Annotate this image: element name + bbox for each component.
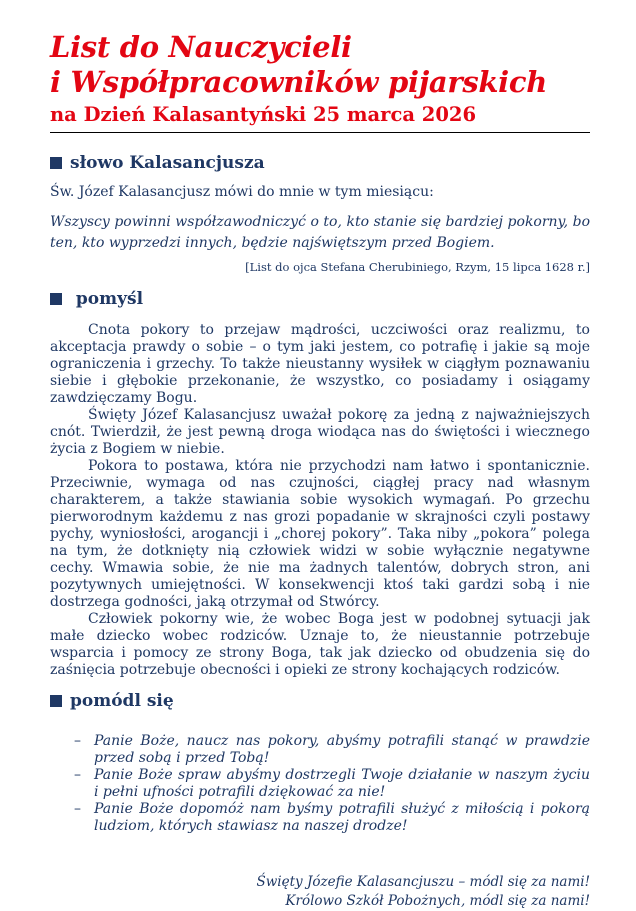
section-marker-icon <box>50 157 62 169</box>
reflection-paragraph: Człowiek pokorny wie, że wobec Boga jest w podobnej sytuacji jak małe dziecko wobec rodziców. Uznaje to, że nieustannie potrzebuje wsparcia i pomocy ze strony Boga, tak jak dziecko od obudzenia się do zaśnięcia potrzebuje obecności i opieki ze strony kochających rodziców. <box>50 610 590 678</box>
section-marker-icon <box>50 695 62 707</box>
section-heading-pray-label: pomódl się <box>70 690 174 711</box>
prayer-text: Panie Boże dopomóż nam byśmy potrafili służyć z miłością i pokorą ludziom, których stawiasz na naszej drodze! <box>94 801 590 835</box>
section-think <box>50 289 590 679</box>
section-heading-think <box>50 289 590 309</box>
section-word-of-calasanz <box>50 153 590 274</box>
title-line-1: List do Nauczycieli <box>50 30 352 64</box>
section-heading-pray <box>50 691 590 711</box>
prayer-item <box>74 767 590 801</box>
reflection-paragraph: Święty Józef Kalasancjusz uważał pokorę za jedną z najważniejszych cnót. Twierdził, że jest pewną droga wiodąca nas do świętości i wiecznego życia z Bogiem w niebie. <box>50 406 590 457</box>
document-subtitle: na Dzień Kalasantyński 25 marca 2026 <box>50 102 477 126</box>
quote-attribution: [List do ojca Stefana Cherubiniego, Rzym, 15 lipca 1628 r.] <box>245 259 590 274</box>
intro-text: Św. Józef Kalasancjusz mówi do mnie w tym miesiącu: <box>50 183 434 200</box>
document-title <box>50 30 590 101</box>
calasanz-quote: Wszyscy powinni współzawodniczyć o to, kto stanie się bardziej pokorny, bo ten, kto wyprzedzi innych, będzie najświętszym przed Bogiem. <box>50 213 590 251</box>
section-heading-word <box>50 153 590 173</box>
closing-invocations <box>50 873 590 911</box>
prayer-item <box>74 733 590 767</box>
reflection-paragraph: Cnota pokory to przejaw mądrości, uczciwości oraz realizmu, to akceptacja prawdy o sobie – o tym jaki jestem, co potrafię i jakie są moje ograniczenia i grzechy. To także nieustanny wysiłek w ciągłym poznawaniu siebie i głębokie przekonanie, że wszystko, co posiadamy i osiągamy zawdzięczamy Bogu. <box>50 321 590 406</box>
title-line-2: i Współpracowników pijarskich <box>50 65 548 100</box>
section-marker-icon <box>50 293 62 305</box>
document-header <box>50 30 590 133</box>
section-pray <box>50 691 590 835</box>
closing-line-1: Święty Józefie Kalasancjuszu – módl się za nami! <box>256 874 590 891</box>
dash-bullet-icon: – <box>74 733 81 750</box>
section-heading-think-label: pomyśl <box>75 288 144 309</box>
dash-bullet-icon: – <box>74 767 81 784</box>
closing-line-2: Królowo Szkół Pobożnych, módl się za nami! <box>285 893 590 910</box>
header-rule <box>50 132 590 133</box>
prayer-text: Panie Boże, naucz nas pokory, abyśmy potrafili stanąć w prawdzie przed sobą i przed Tobą! <box>94 733 590 767</box>
reflection-paragraphs <box>50 322 590 679</box>
section-heading-word-label: słowo Kalasancjusza <box>70 153 265 174</box>
prayer-text: Panie Boże spraw abyśmy dostrzegli Twoje działanie w naszym życiu i pełni ufności potrafili dziękować za nie! <box>94 767 590 801</box>
prayer-item <box>74 801 590 835</box>
prayer-list <box>74 733 590 835</box>
dash-bullet-icon: – <box>74 801 81 818</box>
reflection-paragraph: Pokora to postawa, która nie przychodzi nam łatwo i spontanicznie. Przeciwnie, wymaga od nas czujności, ciągłej pracy nad własnym charakterem, a także stawiania sobie wysokich wymagań. Po grzechu pierworodnym każdemu z nas grozi popadanie w skrajności czyli postawy pychy, wyniosłości, arogancji i „chorej pokory”. Taka niby „pokora” polega na tym, że dotknięty nią człowiek widzi w sobie wyłącznie negatywne cechy. Wmawia sobie, że nie ma żadnych talentów, dobrych stron, ani pozytywnych umiejętności. W konsekwencji ktoś taki gardzi sobą i nie dostrzega godności, jaką otrzymał od Stwórcy. <box>50 457 590 610</box>
